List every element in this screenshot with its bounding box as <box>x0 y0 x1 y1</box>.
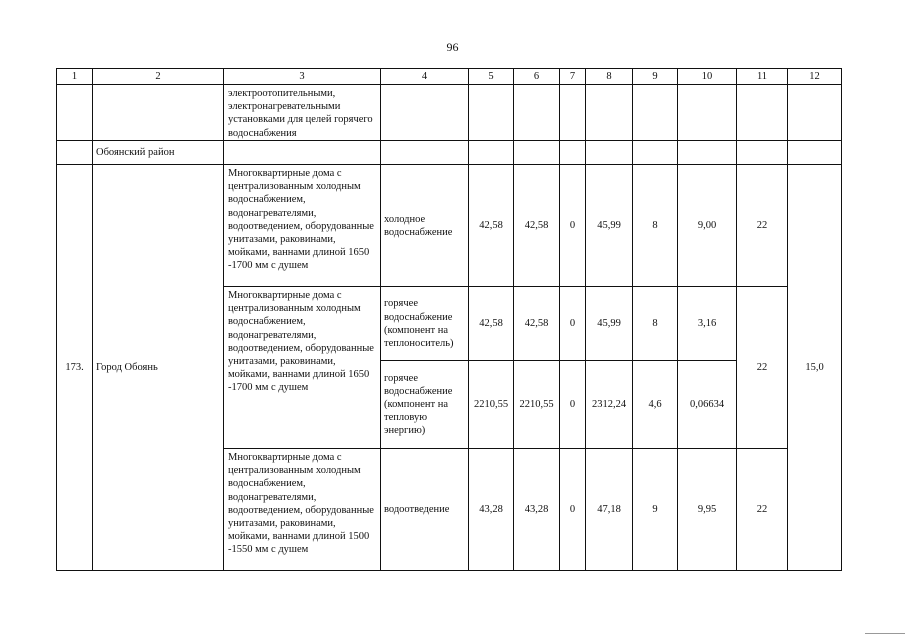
value-cell: 4,6 <box>633 361 678 449</box>
col-header: 10 <box>678 69 737 85</box>
value-cell: 0 <box>560 361 586 449</box>
tariff-table <box>56 68 842 571</box>
value-cell: 2210,55 <box>514 361 560 449</box>
service-type: водоотведение <box>381 449 469 571</box>
column-number-row <box>57 69 842 85</box>
page-number: 96 <box>446 40 459 54</box>
value-cell: 2210,55 <box>469 361 514 449</box>
settlement-name: Город Обоянь <box>93 165 224 571</box>
continuation-text: электроотопительными, электронагревательными установками для целей горячего водоснабжения <box>224 85 381 141</box>
value-cell: 8 <box>633 165 678 287</box>
service-type: холодное водоснабжение <box>381 165 469 287</box>
housing-description: Многоквартирные дома с централизованным холодным водоснабжением, водонагревателями, водоотведением, оборудованные унитазами, раковинами, мойками, ваннами длиной 1650 -1700 мм с душем <box>224 165 381 287</box>
col-header: 2 <box>93 69 224 85</box>
value-cell: 9 <box>633 449 678 571</box>
value-cell: 42,58 <box>469 287 514 361</box>
value-cell: 2312,24 <box>586 361 633 449</box>
value-cell: 0 <box>560 165 586 287</box>
col-header: 11 <box>737 69 788 85</box>
continuation-row <box>57 85 842 141</box>
value-cell: 9,00 <box>678 165 737 287</box>
value-cell: 0 <box>560 287 586 361</box>
col-header: 9 <box>633 69 678 85</box>
value-cell: 43,28 <box>514 449 560 571</box>
housing-description: Многоквартирные дома с централизованным холодным водоснабжением, водонагревателями, водоотведением, оборудованные унитазами, раковинами, мойками, ваннами длиной 1500 -1550 мм с душем <box>224 449 381 571</box>
col-header: 7 <box>560 69 586 85</box>
scan-edge-line <box>865 633 905 634</box>
value-cell: 0 <box>560 449 586 571</box>
value-cell: 42,58 <box>514 287 560 361</box>
col12-value: 15,0 <box>788 165 842 571</box>
value-cell: 9,95 <box>678 449 737 571</box>
housing-description: Многоквартирные дома с централизованным холодным водоснабжением, водонагревателями, водоотведением, оборудованные унитазами, раковинами, мойками, ваннами длиной 1650 -1700 мм с душем <box>224 287 381 449</box>
value-cell: 0,06634 <box>678 361 737 449</box>
value-cell: 47,18 <box>586 449 633 571</box>
value-cell: 43,28 <box>469 449 514 571</box>
col-header: 4 <box>381 69 469 85</box>
col-header: 8 <box>586 69 633 85</box>
col-header: 12 <box>788 69 842 85</box>
district-name: Обоянский район <box>93 141 224 165</box>
value-cell: 42,58 <box>469 165 514 287</box>
value-cell: 42,58 <box>514 165 560 287</box>
entry-number: 173. <box>57 165 93 571</box>
value-cell: 45,99 <box>586 287 633 361</box>
table-row <box>57 165 842 287</box>
value-cell: 3,16 <box>678 287 737 361</box>
value-cell: 22 <box>737 449 788 571</box>
service-type: горячее водоснабжение (компонент на тепловую энергию) <box>381 361 469 449</box>
value-cell: 22 <box>737 287 788 449</box>
value-cell: 45,99 <box>586 165 633 287</box>
col-header: 5 <box>469 69 514 85</box>
district-row <box>57 141 842 165</box>
col-header: 6 <box>514 69 560 85</box>
service-type: горячее водоснабжение (компонент на теплоноситель) <box>381 287 469 361</box>
col-header: 1 <box>57 69 93 85</box>
value-cell: 22 <box>737 165 788 287</box>
value-cell: 8 <box>633 287 678 361</box>
col-header: 3 <box>224 69 381 85</box>
